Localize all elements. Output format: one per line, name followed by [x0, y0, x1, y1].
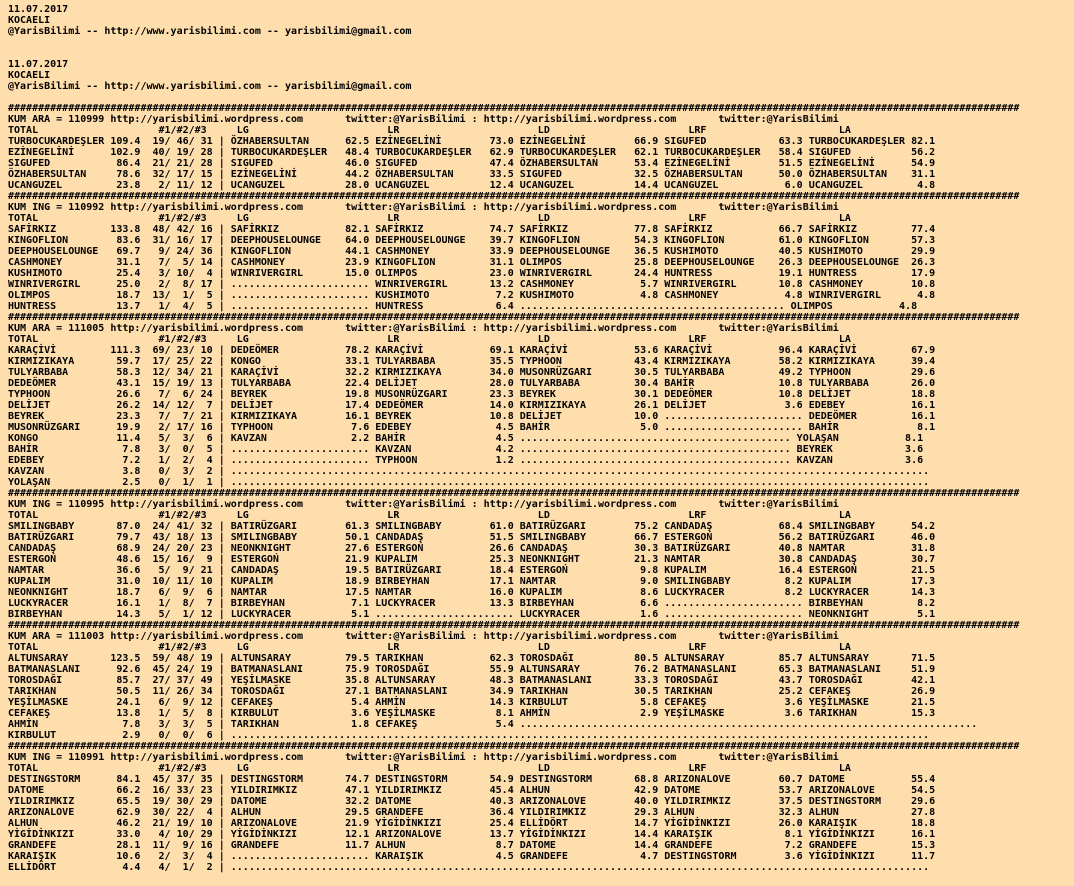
text-line: DESTINGSTORM 84.1 45/ 37/ 35 | DESTINGSTORM 74.7 DESTINGSTORM 54.9 DESTINGSTORM 68.8 ARIZONALOVE 60.7 DATOME 55.4 — [8, 774, 936, 785]
text-line: ALHUN 46.2 21/ 19/ 10 | ARIZONALOVE 21.9 YİGİDİNKIZI 25.4 ELLİDÖRT 14.7 YİGİDİNKIZI 26.0 KARAIŞIK 18.8 — [8, 818, 936, 829]
text-line: NAMTAR 36.6 5/ 9/ 21 | CANDADAŞ 19.5 BATIRÜZGARI 18.4 ESTERGOŃ 9.8 KUPALIM 16.4 ESTERGOŃ 21.5 — [8, 565, 936, 576]
blank-line — [8, 48, 1019, 59]
column-header: TOTAL #1/#2/#3 LG LR LD LRF LA — [8, 125, 851, 136]
text-line: AHMİN 7.8 3/ 3/ 5 | TARIKHAN 1.8 CEFAKEŞ 5.4 ............................................................................ — [8, 719, 978, 730]
text-line: TULYARBABA 58.3 12/ 34/ 21 | KARAÇİVİ 32.2 KIRMIZIKAYA 34.0 MUSONRÜZGARI 30.5 TULYARBABA 49.2 TYPHOON 29.6 — [8, 367, 936, 378]
text-line: ARIZONALOVE 62.9 30/ 22/ 4 | ALHUN 29.5 GRANDEFE 36.4 YILDIRIMKIZ 29.3 ALHUN 32.3 ALHUN 27.8 — [8, 807, 936, 818]
text-line: YOLAŞAN 2.5 0/ 1/ 1 | .................................................................................................................... — [8, 477, 930, 488]
text-line: YİGİDİNKIZI 33.0 4/ 10/ 29 | YİGİDİNKIZI 12.1 ARIZONALOVE 13.7 YİGİDİNKIZI 14.4 KARAIŞIK 8.1 YİGİDİNKIZI 16.1 — [8, 829, 936, 840]
text-line: CANDADAŞ 68.9 24/ 20/ 23 | NEONKNIGHT 27.6 ESTERGOŃ 26.6 CANDADAŞ 30.3 BATIRÜZGARI 40.8 NAMTAR 31.8 — [8, 543, 936, 554]
race-header: KUM ING = 110991 http://yarisbilimi.wordpress.com twitter:@YarisBilimi : http://yarisbilimi.wordpress.com twitter:@YarisBilimi — [8, 752, 839, 763]
blank-line — [8, 92, 1019, 103]
text-line: KOCAELI — [8, 70, 51, 81]
text-line: YILDIRIMKIZ 65.5 19/ 30/ 29 | DATOME 32.2 DATOME 40.3 ARIZONALOVE 40.0 YILDIRIMKIZ 37.5 DESTINGSTORM 29.6 — [8, 796, 936, 807]
text-line: DELİJET 26.2 14/ 12/ 7 | DELİJET 17.4 DEDEÖMER 14.0 KIRMIZIKAYA 26.1 DELİJET 3.6 EDEBEY 16.1 — [8, 400, 936, 411]
column-header: TOTAL #1/#2/#3 LG LR LD LRF LA — [8, 334, 851, 345]
text-line: KONGO 11.4 5/ 3/ 6 | KAVZAN 2.2 BAHİR 4.5 ............................................. YOLAŞAN 8.1 — [8, 433, 924, 444]
text-line: 11.07.2017 — [8, 59, 69, 70]
text-line: EDEBEY 7.2 1/ 2/ 4 | ....................... TYPHOON 1.2 ............................................. KAVZAN 3.6 — [8, 455, 924, 466]
separator-line: ######################################################################################################################################################################## — [8, 312, 1020, 323]
text-line: KUPALIM 31.0 10/ 11/ 10 | KUPALIM 18.9 BIRBEYHAN 17.1 NAMTAR 9.0 SMILINGBABY 8.2 KUPALIM 17.3 — [8, 576, 936, 587]
text-line: KUSHIMOTO 25.4 3/ 10/ 4 | WINRIVERGIRL 15.0 OLIMPOS 23.0 WINRIVERGIRL 24.4 HUNTRESS 19.1 HUNTRESS 17.9 — [8, 268, 936, 279]
text-line: @YarisBilimi -- http://www.yarisbilimi.com -- yarisbilimi@gmail.com — [8, 81, 412, 92]
text-line: TURBOCUKARDEŞLER 109.4 19/ 46/ 31 | ÖZHABERSULTAN 62.5 EZİNEGELİNİ 73.0 EZİNEGELİNİ 66.9 SIGUFED 63.3 TURBOCUKARDEŞLER 82.1 — [8, 136, 936, 147]
blank-line — [8, 37, 1019, 48]
text-line: KARAIŞIK 10.6 2/ 3/ 4 | ....................... KARAIŞIK 4.5 GRANDEFE 4.7 DESTINGSTORM 3.6 YİGİDİNKIZI 11.7 — [8, 851, 936, 862]
text-line: LUCKYRACER 16.1 1/ 8/ 7 | BIRBEYHAN 7.1 LUCKYRACER 13.3 BIRBEYHAN 6.6 ....................... BIRBEYHAN 8.2 — [8, 598, 936, 609]
separator-line: ######################################################################################################################################################################## — [8, 620, 1020, 631]
race-header: KUM ING = 110992 http://yarisbilimi.wordpress.com twitter:@YarisBilimi : http://yarisbilimi.wordpress.com twitter:@YarisBilimi — [8, 202, 839, 213]
text-line: GRANDEFE 28.1 11/ 9/ 16 | GRANDEFE 11.7 ALHUN 8.7 DATOME 14.4 GRANDEFE 7.2 GRANDEFE 15.3 — [8, 840, 936, 851]
text-line: MUSONRÜZGARI 19.9 2/ 17/ 16 | TYPHOON 7.6 EDEBEY 4.5 BAHİR 5.0 ....................... BAHİR 8.1 — [8, 422, 936, 433]
race-header: KUM ARA = 110999 http://yarisbilimi.wordpress.com twitter:@YarisBilimi : http://yarisbilimi.wordpress.com twitter:@YarisBilimi — [8, 114, 839, 125]
text-line: CASHMONEY 31.1 7/ 5/ 14 | CASHMONEY 23.9 KINGOFLION 31.1 OLIMPOS 25.8 DEEPHOUSELOUNGE 26.3 DEEPHOUSELOUNGE 26.3 — [8, 257, 936, 268]
text-line: ELLİDÖRT 4.4 4/ 1/ 2 | .................................................................................................................... — [8, 862, 930, 873]
text-line: BATIRÜZGARI 79.7 43/ 18/ 13 | SMILINGBABY 50.1 CANDADAŞ 51.5 SMILINGBABY 66.7 ESTERGOŃ 56.2 BATIRÜZGARI 46.0 — [8, 532, 936, 543]
text-line: BATMANASLANI 92.6 45/ 24/ 19 | BATMANASLANI 75.9 TOROSDAĞI 55.9 ALTUNSARAY 76.2 BATMANASLANI 65.3 BATMANASLANI 51.9 — [8, 664, 936, 675]
text-line: TOROSDAĞI 85.7 27/ 37/ 49 | YEŞİLMASKE 35.8 ALTUNSARAY 48.3 BATMANASLANI 33.3 TOROSDAĞI 43.7 TOROSDAĞI 42.1 — [8, 675, 936, 686]
text-line: EZİNEGELİNİ 102.9 40/ 19/ 28 | TURBOCUKARDEŞLER 48.4 TURBOCUKARDEŞLER 62.9 TURBOCUKARDEŞLER 62.1 TURBOCUKARDEŞLER 58.4 SIGUFED 56.2 — [8, 147, 936, 158]
text-line: SIGUFED 86.4 21/ 21/ 28 | SIGUFED 46.0 SIGUFED 47.4 ÖZHABERSULTAN 53.4 EZİNEGELİNİ 51.5 EZİNEGELİNİ 54.9 — [8, 158, 936, 169]
column-header: TOTAL #1/#2/#3 LG LR LD LRF LA — [8, 213, 851, 224]
text-line: YEŞİLMASKE 24.1 6/ 9/ 12 | CEFAKEŞ 5.4 AHMİN 14.3 KIRBULUT 5.8 CEFAKEŞ 3.6 YEŞİLMASKE 21.5 — [8, 697, 936, 708]
text-line: OLIMPOS 18.7 13/ 1/ 5 | ....................... KUSHIMOTO 7.2 KUSHIMOTO 4.8 CASHMONEY 4.8 WINRIVERGIRL 4.8 — [8, 290, 936, 301]
text-line: NEONKNIGHT 18.7 6/ 9/ 6 | NAMTAR 17.5 NAMTAR 16.0 KUPALIM 8.6 LUCKYRACER 8.2 LUCKYRACER 14.3 — [8, 587, 936, 598]
separator-line: ######################################################################################################################################################################## — [8, 488, 1020, 499]
text-line: TARIKHAN 50.5 11/ 26/ 34 | TOROSDAĞI 27.1 BATMANASLANI 34.9 TARIKHAN 30.5 TARIKHAN 25.2 CEFAKEŞ 26.9 — [8, 686, 936, 697]
text-line: KOCAELI — [8, 15, 51, 26]
text-line: HUNTRESS 13.7 1/ 4/ 5 | ....................... HUNTRESS 6.4 ............................................ OLIMPOS 4.8 — [8, 301, 918, 312]
text-line: @YarisBilimi -- http://www.yarisbilimi.com -- yarisbilimi@gmail.com — [8, 26, 412, 37]
text-line: KINGOFLION 83.6 31/ 16/ 17 | DEEPHOUSELOUNGE 64.0 DEEPHOUSELOUNGE 39.7 KINGOFLION 54.3 KINGOFLION 61.0 KINGOFLION 57.3 — [8, 235, 936, 246]
text-line: KIRBULUT 2.9 0/ 0/ 6 | .................................................................................................................... — [8, 730, 930, 741]
text-line: BAHİR 7.8 3/ 0/ 5 | ....................... KAVZAN 4.2 ............................................. BEYREK 3.6 — [8, 444, 924, 455]
text-line: KARAÇİVİ 111.3 69/ 23/ 10 | DEDEÖMER 78.2 KARAÇİVİ 69.1 KARAÇİVİ 53.6 KARAÇİVİ 96.4 KARAÇİVİ 67.9 — [8, 345, 936, 356]
text-line: UCANGUZEL 23.8 2/ 11/ 12 | UCANGUZEL 28.0 UCANGUZEL 12.4 UCANGUZEL 14.4 UCANGUZEL 6.0 UCANGUZEL 4.8 — [8, 180, 936, 191]
text-line: BIRBEYHAN 14.3 5/ 1/ 12 | LUCKYRACER 5.1 ....................... LUCKYRACER 1.6 ....................... NEONKNIGHT 5.1 — [8, 609, 936, 620]
race-report-document — [8, 4, 1019, 873]
race-header: KUM ING = 110995 http://yarisbilimi.wordpress.com twitter:@YarisBilimi : http://yarisbilimi.wordpress.com twitter:@YarisBilimi — [8, 499, 839, 510]
text-line: CEFAKEŞ 13.8 1/ 5/ 8 | KIRBULUT 3.6 YEŞİLMASKE 8.1 AHMİN 2.9 YEŞİLMASKE 3.6 TARIKHAN 15.3 — [8, 708, 936, 719]
text-line: BEYREK 23.3 7/ 7/ 21 | KIRMIZIKAYA 16.1 BEYREK 10.8 DELİJET 10.0 ....................... DEDEÖMER 16.1 — [8, 411, 936, 422]
column-header: TOTAL #1/#2/#3 LG LR LD LRF LA — [8, 510, 851, 521]
separator-line: ######################################################################################################################################################################## — [8, 191, 1020, 202]
race-header: KUM ARA = 111005 http://yarisbilimi.wordpress.com twitter:@YarisBilimi : http://yarisbilimi.wordpress.com twitter:@YarisBilimi — [8, 323, 839, 334]
text-line: KIRMIZIKAYA 59.7 17/ 25/ 22 | KONGO 33.1 TULYARBABA 35.5 TYPHOON 43.4 KIRMIZIKAYA 58.2 KIRMIZIKAYA 39.4 — [8, 356, 936, 367]
race-header: KUM ARA = 111003 http://yarisbilimi.wordpress.com twitter:@YarisBilimi : http://yarisbilimi.wordpress.com twitter:@YarisBilimi — [8, 631, 839, 642]
text-line: ESTERGOŃ 48.6 15/ 16/ 9 | ESTERGOŃ 21.9 KUPALIM 25.3 NEONKNIGHT 21.3 NAMTAR 30.8 CANDADAŞ 30.7 — [8, 554, 936, 565]
text-line: 11.07.2017 — [8, 4, 69, 15]
column-header: TOTAL #1/#2/#3 LG LR LD LRF LA — [8, 763, 851, 774]
separator-line: ######################################################################################################################################################################## — [8, 741, 1020, 752]
column-header: TOTAL #1/#2/#3 LG LR LD LRF LA — [8, 642, 851, 653]
text-line: DEEPHOUSELOUNGE 69.7 9/ 24/ 36 | KINGOFLION 44.1 CASHMONEY 33.9 DEEPHOUSELOUNGE 36.5 KUSHIMOTO 40.5 KUSHIMOTO 29.9 — [8, 246, 936, 257]
text-line: KAVZAN 3.8 0/ 3/ 2 | .................................................................................................................... — [8, 466, 930, 477]
separator-line: ######################################################################################################################################################################## — [8, 103, 1020, 114]
text-line: DEDEÖMER 43.1 15/ 19/ 13 | TULYARBABA 22.4 DELİJET 28.0 TULYARBABA 30.4 BAHİR 10.8 TULYARBABA 26.0 — [8, 378, 936, 389]
text-line: SAFİRKIZ 133.8 48/ 42/ 16 | SAFİRKIZ 82.1 SAFİRKIZ 74.7 SAFİRKIZ 77.8 SAFİRKIZ 66.7 SAFİRKIZ 77.4 — [8, 224, 936, 235]
text-line: ÖZHABERSULTAN 78.6 32/ 17/ 15 | EZİNEGELİNİ 44.2 ÖZHABERSULTAN 33.5 SIGUFED 32.5 ÖZHABERSULTAN 50.0 ÖZHABERSULTAN 31.1 — [8, 169, 936, 180]
text-line: TYPHOON 26.6 7/ 6/ 24 | BEYREK 19.8 MUSONRÜZGARI 23.3 BEYREK 30.1 DEDEÖMER 10.8 DELİJET 18.8 — [8, 389, 936, 400]
text-line: SMILINGBABY 87.0 24/ 41/ 32 | BATIRÜZGARI 61.3 SMILINGBABY 61.0 BATIRÜZGARI 75.2 CANDADAŞ 68.4 SMILINGBABY 54.2 — [8, 521, 936, 532]
text-line: DATOME 66.2 16/ 33/ 23 | YILDIRIMKIZ 47.1 YILDIRIMKIZ 45.4 ALHUN 42.9 DATOME 53.7 ARIZONALOVE 54.5 — [8, 785, 936, 796]
text-line: ALTUNSARAY 123.5 59/ 48/ 19 | ALTUNSARAY 79.5 TARIKHAN 62.3 TOROSDAĞI 80.5 ALTUNSARAY 85.7 ALTUNSARAY 71.5 — [8, 653, 936, 664]
text-line: WINRIVERGIRL 25.0 2/ 8/ 17 | ....................... WINRIVERGIRL 13.2 CASHMONEY 5.7 WINRIVERGIRL 10.8 CASHMONEY 10.8 — [8, 279, 936, 290]
